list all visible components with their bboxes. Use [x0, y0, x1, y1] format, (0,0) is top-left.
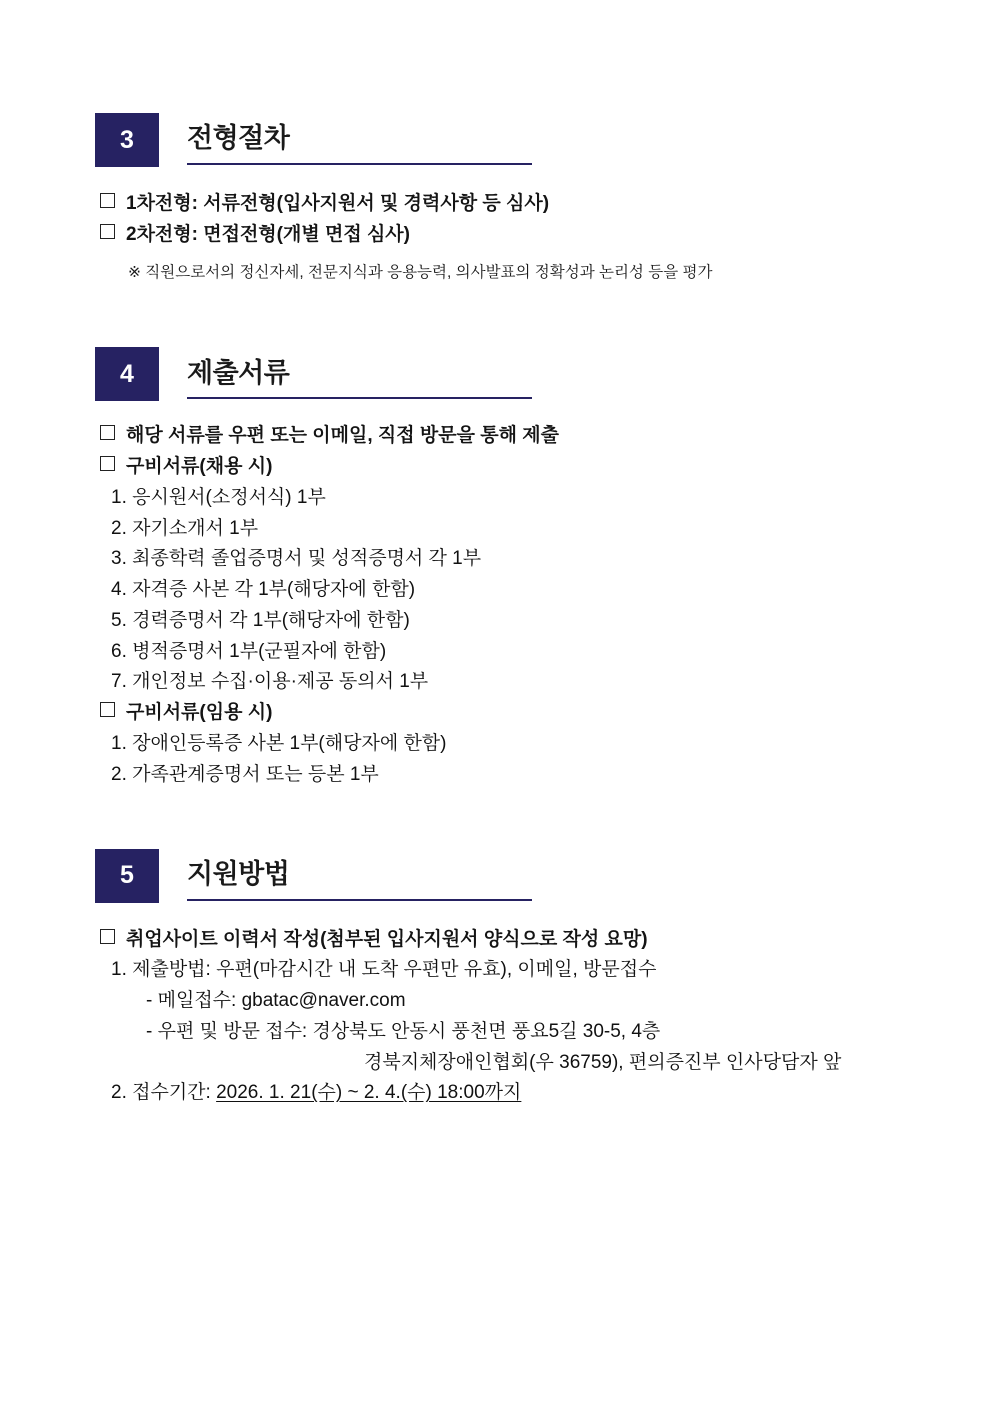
checkbox-icon [100, 702, 115, 717]
list-item-label: 취업사이트 이력서 작성(첨부된 입사지원서 양식으로 작성 요망) [126, 928, 648, 950]
checkbox-icon [100, 193, 115, 208]
list-item: 1. 응시원서(소정서식) 1부 [111, 486, 326, 508]
list-item [100, 452, 992, 483]
list-item-email: - 메일접수: gbatac@naver.com [146, 990, 406, 1012]
list-item: 2. 가족관계증명서 또는 등본 1부 [111, 763, 379, 785]
list-item-label: 1차전형: 서류전형(입사지원서 및 경력사항 등 심사) [126, 193, 550, 214]
checkbox-icon [100, 224, 115, 239]
list-item: 1. 장애인등록증 사본 1부(해당자에 한함) [111, 732, 447, 754]
list-item: 7. 개인정보 수집·이용·제공 동의서 1부 [111, 671, 429, 693]
section-4-number: 4 [95, 347, 159, 401]
list-item-label: 구비서류(채용 시) [126, 456, 273, 478]
list-item-label: 2차전형: 면접전형(개별 면접 심사) [126, 223, 410, 245]
list-item [100, 698, 992, 729]
list-item-label: 구비서류(임용 시) [126, 702, 273, 724]
checkbox-icon [100, 929, 115, 944]
section-3-title: 전형절차 [187, 123, 290, 154]
list-item-address-continued: 경북지체장애인협회(우 36759), 편의증진부 인사당담자 앞 [364, 1051, 842, 1073]
section-5-title-wrap [187, 860, 532, 903]
spacer [100, 251, 992, 261]
section-5-body [100, 925, 992, 1110]
list-item-period [100, 1078, 992, 1109]
section-3-rule [187, 163, 532, 165]
list-item: 6. 병적증명서 1부(군필자에 한함) [111, 640, 387, 662]
period-prefix: 2. 접수기간: [111, 1082, 217, 1104]
section-3-note: ※ 직원으로서의 정신자세, 전문지식과 응용능력, 의사발표의 정확성과 논리성 등을 평가 [128, 263, 713, 281]
section-4-header [95, 347, 992, 401]
section-3 [0, 0, 992, 285]
section-5-title: 지원방법 [187, 858, 290, 889]
section-4-title-wrap [187, 359, 532, 402]
section-4-body [100, 421, 992, 790]
list-item: 1. 제출방법: 우편(마감시간 내 도착 우편만 유효), 이메일, 방문접수 [111, 959, 657, 981]
period-value: 2026. 1. 21(수) ~ 2. 4.(수) 18:00까지 [216, 1082, 522, 1104]
section-3-number: 3 [95, 113, 159, 167]
list-item [100, 189, 992, 220]
section-4-title: 제출서류 [187, 357, 290, 388]
checkbox-icon [100, 456, 115, 471]
section-5-number: 5 [95, 849, 159, 903]
section-3-body [100, 189, 992, 285]
checkbox-icon [100, 425, 115, 440]
section-5 [0, 849, 992, 1110]
list-item [100, 421, 992, 452]
list-item [100, 925, 992, 956]
list-item [100, 220, 992, 251]
section-3-title-wrap [187, 124, 532, 167]
list-item: 3. 최종학력 졸업증명서 및 성적증명서 각 1부 [111, 548, 482, 570]
section-4-rule [187, 397, 532, 399]
section-5-header [95, 849, 992, 903]
section-3-header [95, 113, 992, 167]
list-item: 2. 자기소개서 1부 [111, 517, 259, 539]
list-item: 4. 자격증 사본 각 1부(해당자에 한함) [111, 579, 416, 601]
section-5-rule [187, 899, 532, 901]
list-item-address: - 우편 및 방문 접수: 경상북도 안동시 풍천면 풍요5길 30-5, 4층 [146, 1020, 661, 1042]
list-item: 5. 경력증명서 각 1부(해당자에 한함) [111, 609, 410, 631]
list-item-label: 해당 서류를 우편 또는 이메일, 직접 방문을 통해 제출 [126, 425, 559, 447]
section-4 [0, 347, 992, 790]
